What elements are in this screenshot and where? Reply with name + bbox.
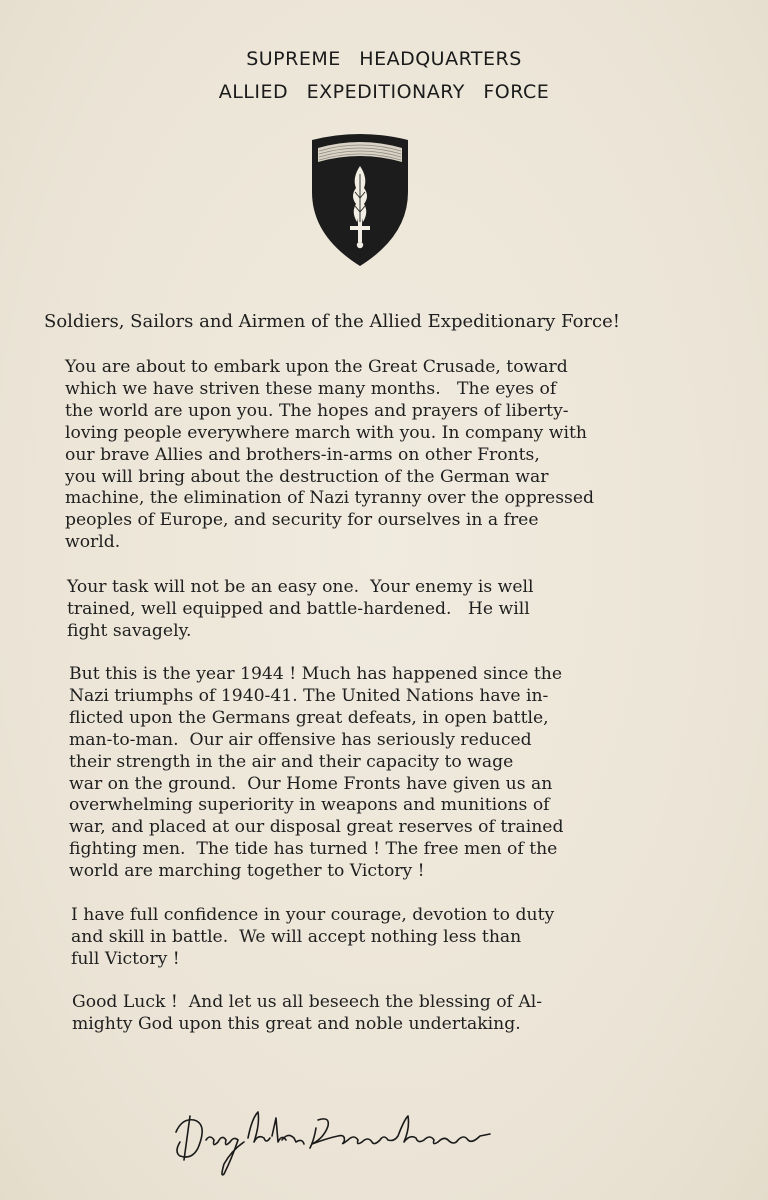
paragraph-line: overwhelming superiority in weapons and munitions of (69, 795, 550, 816)
paragraph-line: But this is the year 1944 ! Much has happened since the (69, 664, 563, 684)
paragraph-1 (65, 357, 594, 554)
paragraph-line: war on the ground. Our Home Fronts have given us an (69, 773, 553, 794)
header-title-line-2: ALLIED EXPEDITIONARY FORCE (218, 81, 550, 103)
salutation: Soldiers, Sailors and Airmen of the Allied Expeditionary Force! (44, 311, 620, 332)
paragraph-line: Good Luck ! And let us all beseech the blessing of Al- (72, 992, 543, 1012)
paragraph-line: I have full confidence in your courage, devotion to duty (71, 905, 555, 925)
paragraph-line: full Victory ! (71, 948, 180, 969)
paragraph-line: our brave Allies and brothers-in-arms on other Fronts, (65, 444, 540, 465)
handwritten-signature-icon (168, 1098, 498, 1178)
paragraph-line: man-to-man. Our air offensive has seriously reduced (69, 729, 532, 750)
paragraph-line: their strength in the air and their capacity to wage (69, 751, 514, 772)
paragraph-line: fight savagely. (67, 620, 192, 641)
paragraph-line: fighting men. The tide has turned ! The free men of the (69, 839, 558, 860)
paragraph-line: peoples of Europe, and security for ourselves in a free (65, 510, 539, 531)
paragraph-line: world are marching together to Victory ! (69, 861, 425, 882)
paragraph-line: which we have striven these many months. The eyes of (65, 378, 557, 399)
paragraph-line: mighty God upon this great and noble undertaking. (72, 1013, 521, 1034)
paragraph-line: and skill in battle. We will accept nothing less than (71, 926, 522, 947)
header-title-line-1: SUPREME HEADQUARTERS (246, 48, 522, 70)
shaef-insignia-icon (308, 130, 412, 268)
paragraph-line: trained, well equipped and battle-hardened. He will (67, 598, 530, 619)
paragraph-3 (69, 664, 563, 883)
paragraph-line: world. (65, 532, 121, 553)
paragraph-line: machine, the elimination of Nazi tyranny over the oppressed (65, 488, 595, 509)
paragraph-line: you will bring about the destruction of the German war (65, 466, 549, 487)
paragraph-line: Your task will not be an easy one. Your enemy is well (67, 577, 534, 597)
paragraph-2 (67, 577, 534, 643)
paragraph-line: war, and placed at our disposal great reserves of trained (69, 817, 564, 838)
paragraph-line: Nazi triumphs of 1940-41. The United Nations have in- (69, 685, 549, 706)
paragraph-line: flicted upon the Germans great defeats, in open battle, (69, 707, 549, 728)
paragraph-line: the world are upon you. The hopes and prayers of liberty- (65, 400, 569, 421)
paragraph-line: You are about to embark upon the Great Crusade, toward (65, 357, 568, 377)
paragraph-line: loving people everywhere march with you. In company with (65, 422, 587, 443)
paragraph-5 (72, 992, 542, 1036)
paragraph-4 (71, 905, 554, 971)
